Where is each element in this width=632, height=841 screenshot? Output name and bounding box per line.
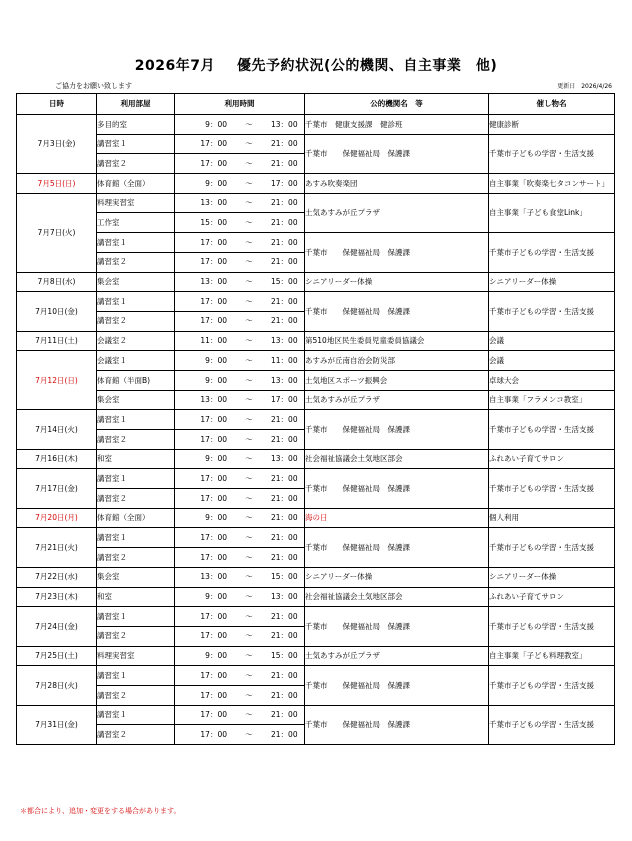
org-cell: 土気あすみが丘プラザ (305, 193, 489, 232)
time-cell (175, 430, 305, 450)
time-start: 17：00 (200, 670, 227, 680)
time-start: 9：00 (205, 592, 227, 602)
time-end: 13：00 (271, 336, 298, 346)
time-end: 17：00 (271, 395, 298, 405)
header-event: 催し物名 (489, 94, 615, 115)
table-row (17, 705, 615, 725)
time-end: 21：00 (271, 729, 298, 739)
event-cell: 自主事業「吹奏楽七タコンサート」 (489, 174, 615, 194)
time-tilde: ～ (245, 533, 253, 543)
room-cell: 多目的室 (97, 115, 175, 135)
time-end: 17：00 (271, 178, 298, 188)
event-cell: 自主事業「子ども食堂Link」 (489, 193, 615, 232)
date-cell: 7月31日(金) (17, 705, 97, 744)
table-row (17, 370, 615, 390)
event-cell: 千葉市子どもの学習・生活支援 (489, 233, 615, 272)
event-cell: ふれあい子育てサロン (489, 587, 615, 607)
time-tilde: ～ (245, 336, 253, 346)
time-start: 17：00 (200, 710, 227, 720)
room-cell: 講習室１ (97, 705, 175, 725)
time-start: 15：00 (200, 218, 227, 228)
time-start: 13：00 (200, 572, 227, 582)
time-tilde: ～ (245, 729, 253, 739)
time-cell (175, 193, 305, 213)
time-tilde: ～ (245, 257, 253, 267)
time-tilde: ～ (245, 237, 253, 247)
org-cell: 土気あすみが丘プラザ (305, 390, 489, 410)
room-cell: 和室 (97, 449, 175, 469)
time-start: 13：00 (200, 395, 227, 405)
date-cell: 7月3日(金) (17, 115, 97, 174)
time-end: 21：00 (271, 434, 298, 444)
room-cell: 和室 (97, 587, 175, 607)
room-cell: 体育館（半面B) (97, 370, 175, 390)
time-cell (175, 370, 305, 390)
room-cell: 講習室２ (97, 548, 175, 568)
time-cell (175, 174, 305, 194)
time-cell (175, 528, 305, 548)
time-cell (175, 390, 305, 410)
time-tilde: ～ (245, 473, 253, 483)
time-cell (175, 607, 305, 627)
room-cell: 講習室２ (97, 430, 175, 450)
time-cell (175, 272, 305, 292)
room-cell: 講習室１ (97, 666, 175, 686)
time-cell (175, 449, 305, 469)
room-cell: 講習室１ (97, 233, 175, 253)
time-start: 17：00 (200, 237, 227, 247)
date-cell: 7月10日(金) (17, 292, 97, 331)
time-start: 17：00 (200, 296, 227, 306)
date-cell: 7月25日(土) (17, 646, 97, 666)
time-tilde: ～ (245, 355, 253, 365)
time-end: 21：00 (271, 139, 298, 149)
table-row (17, 449, 615, 469)
room-cell: 集会室 (97, 567, 175, 587)
time-cell (175, 567, 305, 587)
org-cell: 千葉市 保健福祉局 保護課 (305, 607, 489, 646)
table-row (17, 134, 615, 154)
org-cell: 第510地区民生委員児童委員協議会 (305, 331, 489, 351)
table-row (17, 292, 615, 312)
room-cell: 講習室１ (97, 469, 175, 489)
time-tilde: ～ (245, 710, 253, 720)
time-cell (175, 705, 305, 725)
org-cell: 社会福祉協議会土気地区部会 (305, 587, 489, 607)
time-end: 21：00 (271, 316, 298, 326)
time-cell (175, 154, 305, 174)
date-cell: 7月14日(火) (17, 410, 97, 449)
time-end: 21：00 (271, 670, 298, 680)
time-tilde: ～ (245, 414, 253, 424)
org-cell: シニアリーダー体操 (305, 272, 489, 292)
time-tilde: ～ (245, 119, 253, 129)
time-end: 21：00 (271, 237, 298, 247)
event-cell: 個人利用 (489, 508, 615, 528)
org-cell: 千葉市 健康支援課 健診班 (305, 115, 489, 135)
updated-date: 更新日 2026/4/26 (557, 83, 612, 90)
time-start: 17：00 (200, 611, 227, 621)
time-cell (175, 351, 305, 371)
time-end: 21：00 (271, 473, 298, 483)
time-end: 21：00 (271, 533, 298, 543)
cooperation-notice: ご協力をお願い致します (55, 82, 132, 90)
time-end: 21：00 (271, 414, 298, 424)
time-cell (175, 725, 305, 745)
date-cell: 7月21日(火) (17, 528, 97, 567)
room-cell: 体育館（全面） (97, 508, 175, 528)
room-cell: 講習室２ (97, 725, 175, 745)
table-row (17, 567, 615, 587)
event-cell: シニアリーダー体操 (489, 272, 615, 292)
event-cell: 千葉市子どもの学習・生活支援 (489, 292, 615, 331)
room-cell: 講習室２ (97, 252, 175, 272)
org-cell: 千葉市 保健福祉局 保護課 (305, 134, 489, 173)
org-cell: あすみが丘南自治会防災部 (305, 351, 489, 371)
time-start: 17：00 (200, 473, 227, 483)
time-start: 17：00 (200, 158, 227, 168)
time-end: 21：00 (271, 513, 298, 523)
time-end: 15：00 (271, 651, 298, 661)
event-cell: 会議 (489, 331, 615, 351)
room-cell: 集会室 (97, 272, 175, 292)
date-cell: 7月17日(金) (17, 469, 97, 508)
title-heading: 優先予約状況(公的機関、自主事業 他) (236, 58, 498, 74)
time-tilde: ～ (245, 158, 253, 168)
table-row (17, 528, 615, 548)
time-start: 9：00 (205, 119, 227, 129)
time-tilde: ～ (245, 395, 253, 405)
time-start: 13：00 (200, 277, 227, 287)
event-cell: 千葉市子どもの学習・生活支援 (489, 666, 615, 705)
time-end: 21：00 (271, 552, 298, 562)
table-body (17, 115, 615, 745)
org-cell: 千葉市 保健福祉局 保護課 (305, 666, 489, 705)
room-cell: 講習室２ (97, 489, 175, 509)
event-cell: 千葉市子どもの学習・生活支援 (489, 410, 615, 449)
time-start: 17：00 (200, 552, 227, 562)
date-cell: 7月24日(金) (17, 607, 97, 646)
time-cell (175, 311, 305, 331)
time-end: 21：00 (271, 158, 298, 168)
time-start: 9：00 (205, 178, 227, 188)
time-cell (175, 115, 305, 135)
org-cell: シニアリーダー体操 (305, 567, 489, 587)
time-cell (175, 508, 305, 528)
time-start: 9：00 (205, 651, 227, 661)
time-start: 17：00 (200, 690, 227, 700)
event-cell: 千葉市子どもの学習・生活支援 (489, 528, 615, 567)
room-cell: 会議室２ (97, 331, 175, 351)
time-end: 21：00 (271, 257, 298, 267)
time-start: 17：00 (200, 493, 227, 503)
time-tilde: ～ (245, 631, 253, 641)
time-end: 21：00 (271, 710, 298, 720)
time-start: 17：00 (200, 533, 227, 543)
table-row (17, 193, 615, 213)
time-start: 17：00 (200, 257, 227, 267)
time-tilde: ～ (245, 296, 253, 306)
time-cell (175, 685, 305, 705)
event-cell: 健康診断 (489, 115, 615, 135)
org-cell: 千葉市 保健福祉局 保護課 (305, 233, 489, 272)
room-cell: 講習室２ (97, 154, 175, 174)
time-cell (175, 134, 305, 154)
time-end: 21：00 (271, 493, 298, 503)
table-row (17, 469, 615, 489)
time-tilde: ～ (245, 316, 253, 326)
time-end: 15：00 (271, 572, 298, 582)
table-row (17, 351, 615, 371)
time-tilde: ～ (245, 651, 253, 661)
time-end: 13：00 (271, 454, 298, 464)
time-cell (175, 626, 305, 646)
org-cell: 千葉市 保健福祉局 保護課 (305, 292, 489, 331)
room-cell: 体育館（全面） (97, 174, 175, 194)
table-row (17, 272, 615, 292)
time-end: 21：00 (271, 296, 298, 306)
time-start: 17：00 (200, 631, 227, 641)
time-tilde: ～ (245, 572, 253, 582)
time-start: 17：00 (200, 316, 227, 326)
page-title (0, 55, 632, 75)
time-cell (175, 548, 305, 568)
event-cell: 千葉市子どもの学習・生活支援 (489, 134, 615, 173)
time-tilde: ～ (245, 513, 253, 523)
time-tilde: ～ (245, 493, 253, 503)
date-cell: 7月28日(火) (17, 666, 97, 705)
org-cell: 土気地区スポーツ振興会 (305, 370, 489, 390)
header-org: 公的機関名 等 (305, 94, 489, 115)
time-cell (175, 646, 305, 666)
time-tilde: ～ (245, 218, 253, 228)
time-tilde: ～ (245, 178, 253, 188)
time-tilde: ～ (245, 139, 253, 149)
event-cell: 自主事業「子ども料理教室」 (489, 646, 615, 666)
org-cell: 千葉市 保健福祉局 保護課 (305, 410, 489, 449)
time-tilde: ～ (245, 277, 253, 287)
time-tilde: ～ (245, 375, 253, 385)
table-row (17, 587, 615, 607)
time-end: 13：00 (271, 592, 298, 602)
time-start: 17：00 (200, 729, 227, 739)
time-tilde: ～ (245, 690, 253, 700)
time-start: 9：00 (205, 355, 227, 365)
event-cell: 千葉市子どもの学習・生活支援 (489, 705, 615, 744)
time-cell (175, 489, 305, 509)
room-cell: 料理実習室 (97, 193, 175, 213)
time-start: 13：00 (200, 198, 227, 208)
time-start: 17：00 (200, 414, 227, 424)
room-cell: 講習室１ (97, 528, 175, 548)
time-cell (175, 666, 305, 686)
table-row (17, 390, 615, 410)
time-cell (175, 213, 305, 233)
time-end: 11：00 (271, 355, 298, 365)
org-cell: 千葉市 保健福祉局 保護課 (305, 705, 489, 744)
time-cell (175, 233, 305, 253)
table-row (17, 233, 615, 253)
time-start: 9：00 (205, 375, 227, 385)
time-cell (175, 410, 305, 430)
room-cell: 講習室２ (97, 311, 175, 331)
table-row (17, 331, 615, 351)
event-cell: 千葉市子どもの学習・生活支援 (489, 469, 615, 508)
header-time: 利用時間 (175, 94, 305, 115)
event-cell: シニアリーダー体操 (489, 567, 615, 587)
time-end: 21：00 (271, 631, 298, 641)
date-cell: 7月20日(月) (17, 508, 97, 528)
date-cell: 7月16日(木) (17, 449, 97, 469)
org-cell: 千葉市 保健福祉局 保護課 (305, 528, 489, 567)
time-end: 13：00 (271, 375, 298, 385)
header-date: 日時 (17, 94, 97, 115)
room-cell: 講習室２ (97, 626, 175, 646)
time-start: 17：00 (200, 139, 227, 149)
time-tilde: ～ (245, 592, 253, 602)
table-row (17, 115, 615, 135)
time-cell (175, 587, 305, 607)
room-cell: 工作室 (97, 213, 175, 233)
room-cell: 料理実習室 (97, 646, 175, 666)
time-tilde: ～ (245, 611, 253, 621)
event-cell: 千葉市子どもの学習・生活支援 (489, 607, 615, 646)
time-cell (175, 331, 305, 351)
time-end: 13：00 (271, 119, 298, 129)
time-start: 17：00 (200, 434, 227, 444)
title-period: 2026年7月 (134, 58, 215, 74)
room-cell: 会議室１ (97, 351, 175, 371)
time-start: 9：00 (205, 513, 227, 523)
event-cell: 自主事業「フラメンコ教室」 (489, 390, 615, 410)
room-cell: 集会室 (97, 390, 175, 410)
table-header-row (17, 94, 615, 115)
time-start: 9：00 (205, 454, 227, 464)
time-tilde: ～ (245, 198, 253, 208)
table-row (17, 174, 615, 194)
time-start: 11：00 (200, 336, 227, 346)
room-cell: 講習室１ (97, 134, 175, 154)
time-end: 21：00 (271, 198, 298, 208)
table-row (17, 646, 615, 666)
org-cell: 土気あすみが丘プラザ (305, 646, 489, 666)
time-end: 21：00 (271, 690, 298, 700)
time-cell (175, 292, 305, 312)
table-row (17, 666, 615, 686)
time-tilde: ～ (245, 552, 253, 562)
footer-note: ＊都合により、追加・変更をする場合があります。 (20, 807, 181, 815)
event-cell: 会議 (489, 351, 615, 371)
room-cell: 講習室２ (97, 685, 175, 705)
date-cell: 7月5日(日) (17, 174, 97, 194)
room-cell: 講習室１ (97, 607, 175, 627)
date-cell: 7月23日(木) (17, 587, 97, 607)
date-cell: 7月7日(火) (17, 193, 97, 272)
room-cell: 講習室１ (97, 410, 175, 430)
event-cell: 卓球大会 (489, 370, 615, 390)
time-cell (175, 252, 305, 272)
org-cell: 海の日 (305, 508, 489, 528)
table-row (17, 607, 615, 627)
date-cell: 7月11日(土) (17, 331, 97, 351)
event-cell: ふれあい子育てサロン (489, 449, 615, 469)
org-cell: あすみ吹奏楽団 (305, 174, 489, 194)
org-cell: 社会福祉協議会土気地区部会 (305, 449, 489, 469)
org-cell: 千葉市 保健福祉局 保護課 (305, 469, 489, 508)
time-tilde: ～ (245, 454, 253, 464)
time-end: 21：00 (271, 611, 298, 621)
table-row (17, 410, 615, 430)
header-room: 利用部屋 (97, 94, 175, 115)
table-row (17, 508, 615, 528)
time-cell (175, 469, 305, 489)
time-tilde: ～ (245, 434, 253, 444)
time-end: 21：00 (271, 218, 298, 228)
reservation-table (16, 93, 615, 745)
room-cell: 講習室１ (97, 292, 175, 312)
time-tilde: ～ (245, 670, 253, 680)
date-cell: 7月8日(水) (17, 272, 97, 292)
time-end: 15：00 (271, 277, 298, 287)
date-cell: 7月22日(水) (17, 567, 97, 587)
date-cell: 7月12日(日) (17, 351, 97, 410)
